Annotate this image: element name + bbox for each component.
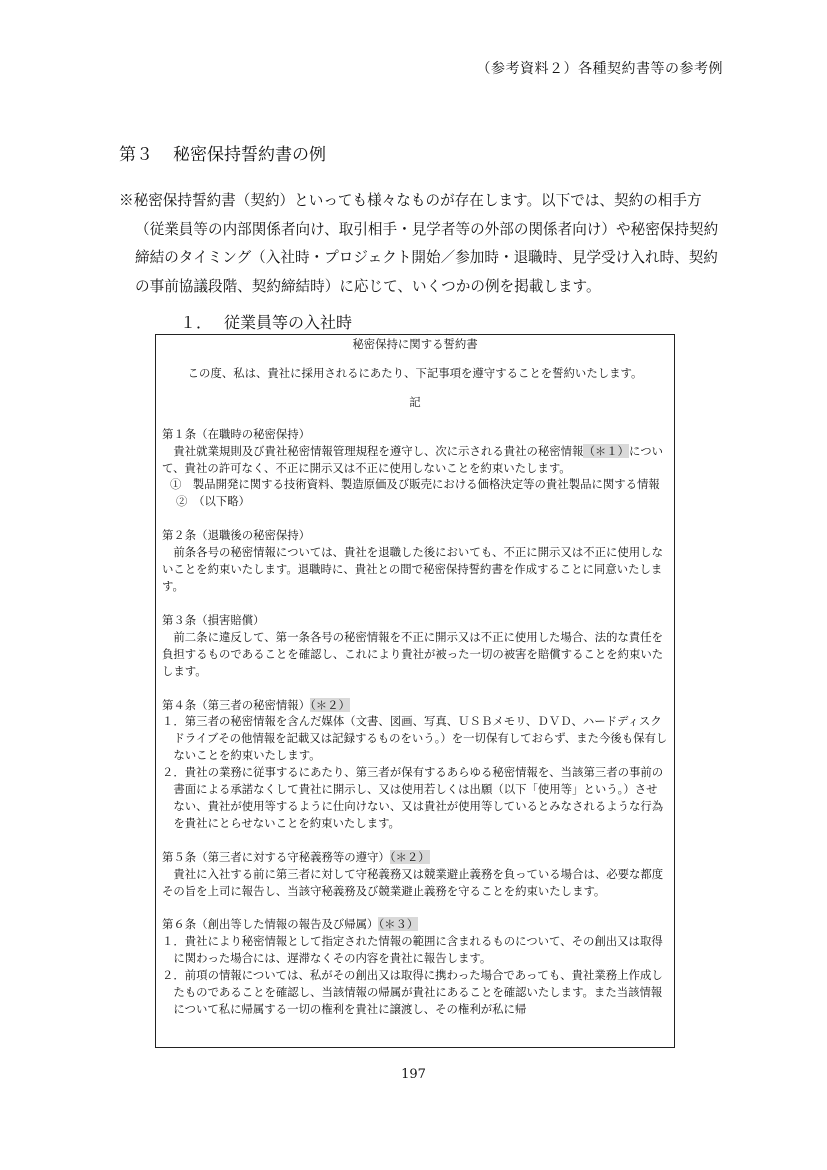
note-ref-3: （＊３） <box>378 917 419 932</box>
article-4-item-2: ２．貴社の業務に従事するにあたり、第三者が保有するあらゆる秘密情報を、当該第三者の事前の書面による承諾なくして貴社に開示し、又は使用若しくは出願（以下「使用等」という。）させない、貴社が使用等するように仕向けない、又は貴社が使用等しているとみなされるような行為を貴社にとらせないことを約束いたします。 <box>162 765 664 830</box>
article-5-heading-line <box>162 849 668 866</box>
article-5 <box>162 849 668 900</box>
article-6-item-1: １．貴社により秘密情報として指定された情報の範囲に含まれるものについて、その創出又は取得に関わった場合には、遅滞なくその内容を貴社に報告します。 <box>162 934 663 966</box>
article-1 <box>162 426 668 511</box>
article-5-heading: 第５条（第三者に対する守秘義務等の遵守） <box>162 849 390 864</box>
article-6 <box>162 916 668 1017</box>
article-1-item-2: ② （以下略） <box>176 494 251 509</box>
subsection-number: １． <box>180 313 213 332</box>
section-title <box>119 140 326 165</box>
article-1-item-1: ① 製品開発に関する技術資料、製造原価及び販売における価格決定等の貴社製品に関する情報 <box>170 477 660 492</box>
section-number: 第３ <box>119 145 153 165</box>
article-3-body: 前二条に違反して、第一条各号の秘密情報を不正に開示又は不正に使用した場合、法的な責任を負担するものであることを確認し、これにより貴社が被った一切の被害を賠償することを約束いたします。 <box>162 629 664 678</box>
article-2-body: 前条各号の秘密情報については、貴社を退職した後においても、不正に開示又は不正に使用しないことを約束いたします。退職時に、貴社との間で秘密保持誓約書を作成することに同意いたします。 <box>162 545 663 593</box>
article-6-heading-line <box>162 916 668 933</box>
running-head: （参考資料２）各種契約書等の参考例 <box>476 61 723 77</box>
article-1-body <box>162 443 668 477</box>
document-title: 秘密保持に関する誓約書 <box>352 337 478 351</box>
section-title-text: 秘密保持誓約書の例 <box>173 145 326 165</box>
subsection-title-text: 従業員等の入社時 <box>224 313 353 332</box>
document-declaration: この度、私は、貴社に採用されるにあたり、下記事項を遵守することを誓約いたします。 <box>187 365 643 380</box>
intro-text: ※秘密保持誓約書（契約）といっても様々なものが存在します。以下では、契約の相手方（従業員等の内部関係者向け、取引相手・見学者等の外部の関係者向け）や秘密保持契約締結のタイミング（入社時・プロジェクト開始／参加時・退職時、見学受け入れ時、契約の事前協議段階、契約締結時）に応じて、いくつかの例を掲載します。 <box>119 192 719 295</box>
article-3-heading: 第３条（損害賠償） <box>162 612 265 627</box>
note-ref-2b: （＊２） <box>389 849 430 864</box>
article-1-body-pre: 貴社就業規則及び貴社秘密情報管理規程を遵守し、次に示される貴社の秘密情報 <box>173 443 584 458</box>
article-4-item-1: １．第三者の秘密情報を含んだ媒体（文書、図画、写真、ＵＳＢメモリ、ＤＶＤ、ハードディスクドライブその他情報を記載又は記録するものをいう。）を一切保有しておらず、また今後も保有しないことを約束いたします。 <box>162 714 668 763</box>
page-number: 197 <box>401 1067 426 1082</box>
article-1-heading: 第１条（在職時の秘密保持） <box>162 426 311 441</box>
ki-heading: 記 <box>409 394 421 409</box>
intro-note <box>119 187 719 301</box>
article-2-heading: 第２条（退職後の秘密保持） <box>162 528 311 543</box>
note-ref-2: （＊２） <box>310 697 350 712</box>
article-2 <box>162 527 668 595</box>
article-4-heading: 第４条（第三者の秘密情報） <box>162 697 311 712</box>
article-4-heading-line <box>162 697 668 714</box>
pledge-document <box>155 334 675 1048</box>
subsection-title <box>180 310 352 333</box>
article-1-body-post: について、貴社の許可なく、不正に開示又は不正に使用しないことを約束いたします。 <box>162 443 663 475</box>
article-6-item-2: ２．前項の情報については、私がその創出又は取得に携わった場合であっても、貴社業務上作成したものであることを確認し、当該情報の帰属が貴社にあることを確認いたします。また当該情報について私に帰属する一切の権利を貴社に譲渡し、その権利が私に帰 <box>162 968 663 1016</box>
article-5-body: 貴社に入社する前に第三者に対して守秘義務又は競業避止義務を負っている場合は、必要な都度その旨を上司に報告し、当該守秘義務及び競業避止義務を守ることを約束いたします。 <box>162 866 664 898</box>
article-4 <box>162 697 668 832</box>
article-6-heading: 第６条（創出等した情報の報告及び帰属） <box>162 917 379 932</box>
article-3 <box>162 612 668 680</box>
note-ref-1: （＊１） <box>583 443 630 458</box>
